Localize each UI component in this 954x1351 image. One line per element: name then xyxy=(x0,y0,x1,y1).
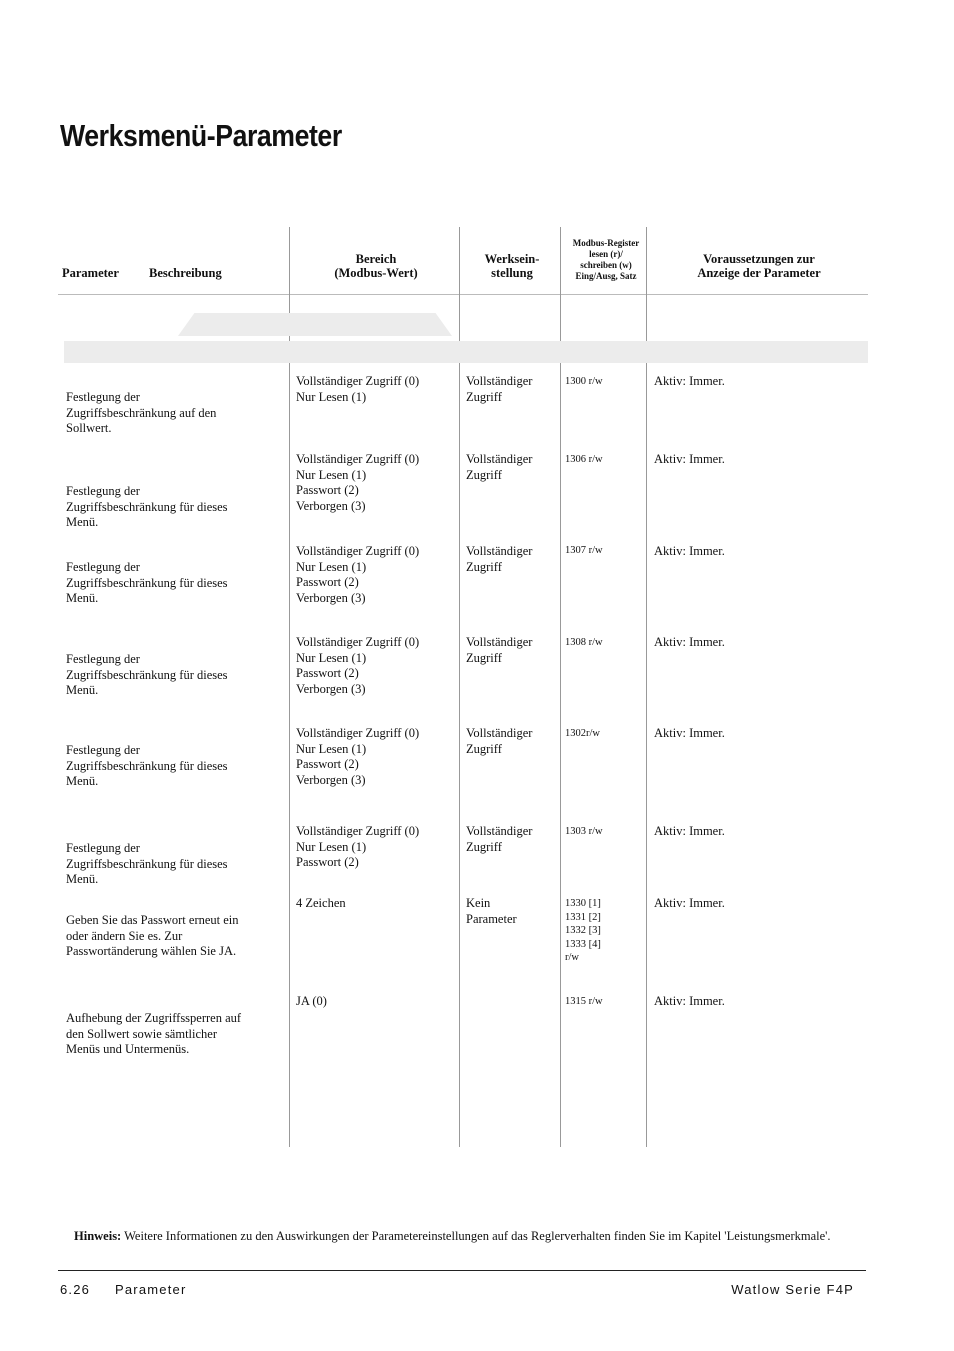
note-label: Hinweis: xyxy=(74,1229,122,1243)
row-8-range: JA (0) xyxy=(296,994,327,1008)
menu-tab-graphic xyxy=(178,313,452,336)
footer-product: Watlow Serie F4P xyxy=(731,1282,854,1297)
header-voraussetzungen: Voraussetzungen zur Anzeige der Parameter xyxy=(697,252,821,280)
column-divider xyxy=(646,227,647,1147)
row-3-default: Vollständiger Zugriff xyxy=(466,544,533,574)
footer-page-number: 6.26 xyxy=(60,1282,91,1297)
row-2-default: Vollständiger Zugriff xyxy=(466,452,533,482)
row-7-modbus: 1330 [1] 1331 [2] 1332 [3] 1333 [4] r/w xyxy=(565,898,601,963)
row-3-description: Festlegung der Zugriffsbeschränkung für dieses Menü. xyxy=(66,560,228,605)
row-6-description: Festlegung der Zugriffsbeschränkung für dieses Menü. xyxy=(66,841,228,886)
row-7-description: Geben Sie das Passwort erneut ein oder ändern Sie es. Zur Passwortänderung wählen Sie JA. xyxy=(66,913,239,958)
column-divider xyxy=(560,227,561,1147)
row-3-range: Vollständiger Zugriff (0) Nur Lesen (1) Passwort (2) Verborgen (3) xyxy=(296,544,420,605)
row-1-modbus: 1300 r/w xyxy=(565,376,603,387)
row-1-default: Vollständiger Zugriff xyxy=(466,374,533,404)
row-5-condition: Aktiv: Immer. xyxy=(654,726,725,740)
row-1-description: Festlegung der Zugriffsbeschränkung auf den Sollwert. xyxy=(66,390,217,435)
row-1-condition: Aktiv: Immer. xyxy=(654,374,725,388)
header-parameter: Parameter xyxy=(62,266,119,280)
row-2-condition: Aktiv: Immer. xyxy=(654,452,725,466)
row-8-description: Aufhebung der Zugriffssperren auf den Sollwert sowie sämtlicher Menüs und Untermenüs. xyxy=(66,1011,242,1056)
row-2-range: Vollständiger Zugriff (0) Nur Lesen (1) Passwort (2) Verborgen (3) xyxy=(296,452,420,513)
row-2-description: Festlegung der Zugriffsbeschränkung für dieses Menü. xyxy=(66,484,228,529)
column-divider xyxy=(289,227,290,1147)
row-1-range: Vollständiger Zugriff (0) Nur Lesen (1) xyxy=(296,374,420,404)
row-3-modbus: 1307 r/w xyxy=(565,545,603,556)
menu-band xyxy=(64,341,868,363)
row-4-default: Vollständiger Zugriff xyxy=(466,635,533,665)
row-4-modbus: 1308 r/w xyxy=(565,637,603,648)
row-7-range: 4 Zeichen xyxy=(296,896,346,910)
row-3-condition: Aktiv: Immer. xyxy=(654,544,725,558)
column-divider xyxy=(459,227,460,1147)
row-5-modbus: 1302r/w xyxy=(565,728,600,739)
header-divider xyxy=(58,294,868,295)
note xyxy=(60,1228,866,1244)
row-6-default: Vollständiger Zugriff xyxy=(466,824,533,854)
row-6-condition: Aktiv: Immer. xyxy=(654,824,725,838)
row-5-range: Vollständiger Zugriff (0) Nur Lesen (1) Passwort (2) Verborgen (3) xyxy=(296,726,420,787)
row-2-modbus: 1306 r/w xyxy=(565,454,603,465)
row-6-range: Vollständiger Zugriff (0) Nur Lesen (1) Passwort (2) xyxy=(296,824,420,869)
page-title: Werksmenü-Parameter xyxy=(60,118,342,153)
header-beschreibung: Beschreibung xyxy=(149,266,222,280)
row-6-modbus: 1303 r/w xyxy=(565,826,603,837)
header-modbus: Modbus-Register lesen (r)/ schreiben (w) Eing/Ausg, Satz xyxy=(572,238,640,281)
row-8-modbus: 1315 r/w xyxy=(565,996,603,1007)
row-4-condition: Aktiv: Immer. xyxy=(654,635,725,649)
row-7-condition: Aktiv: Immer. xyxy=(654,896,725,910)
row-5-description: Festlegung der Zugriffsbeschränkung für dieses Menü. xyxy=(66,743,228,788)
row-4-range: Vollständiger Zugriff (0) Nur Lesen (1) Passwort (2) Verborgen (3) xyxy=(296,635,420,696)
row-7-default: Kein Parameter xyxy=(466,896,517,926)
row-4-description: Festlegung der Zugriffsbeschränkung für dieses Menü. xyxy=(66,652,228,697)
note-text: Weitere Informationen zu den Auswirkungen der Parametereinstellungen auf das Reglerverhalten finden Sie im Kapitel 'Leistungsmerkmale'. xyxy=(121,1229,831,1243)
row-5-default: Vollständiger Zugriff xyxy=(466,726,533,756)
footer-divider xyxy=(58,1270,866,1271)
header-werkseinstellung: Werksein- stellung xyxy=(484,252,540,280)
row-8-condition: Aktiv: Immer. xyxy=(654,994,725,1008)
footer-section: Parameter xyxy=(115,1282,187,1297)
header-bereich: Bereich (Modbus-Wert) xyxy=(334,252,418,280)
